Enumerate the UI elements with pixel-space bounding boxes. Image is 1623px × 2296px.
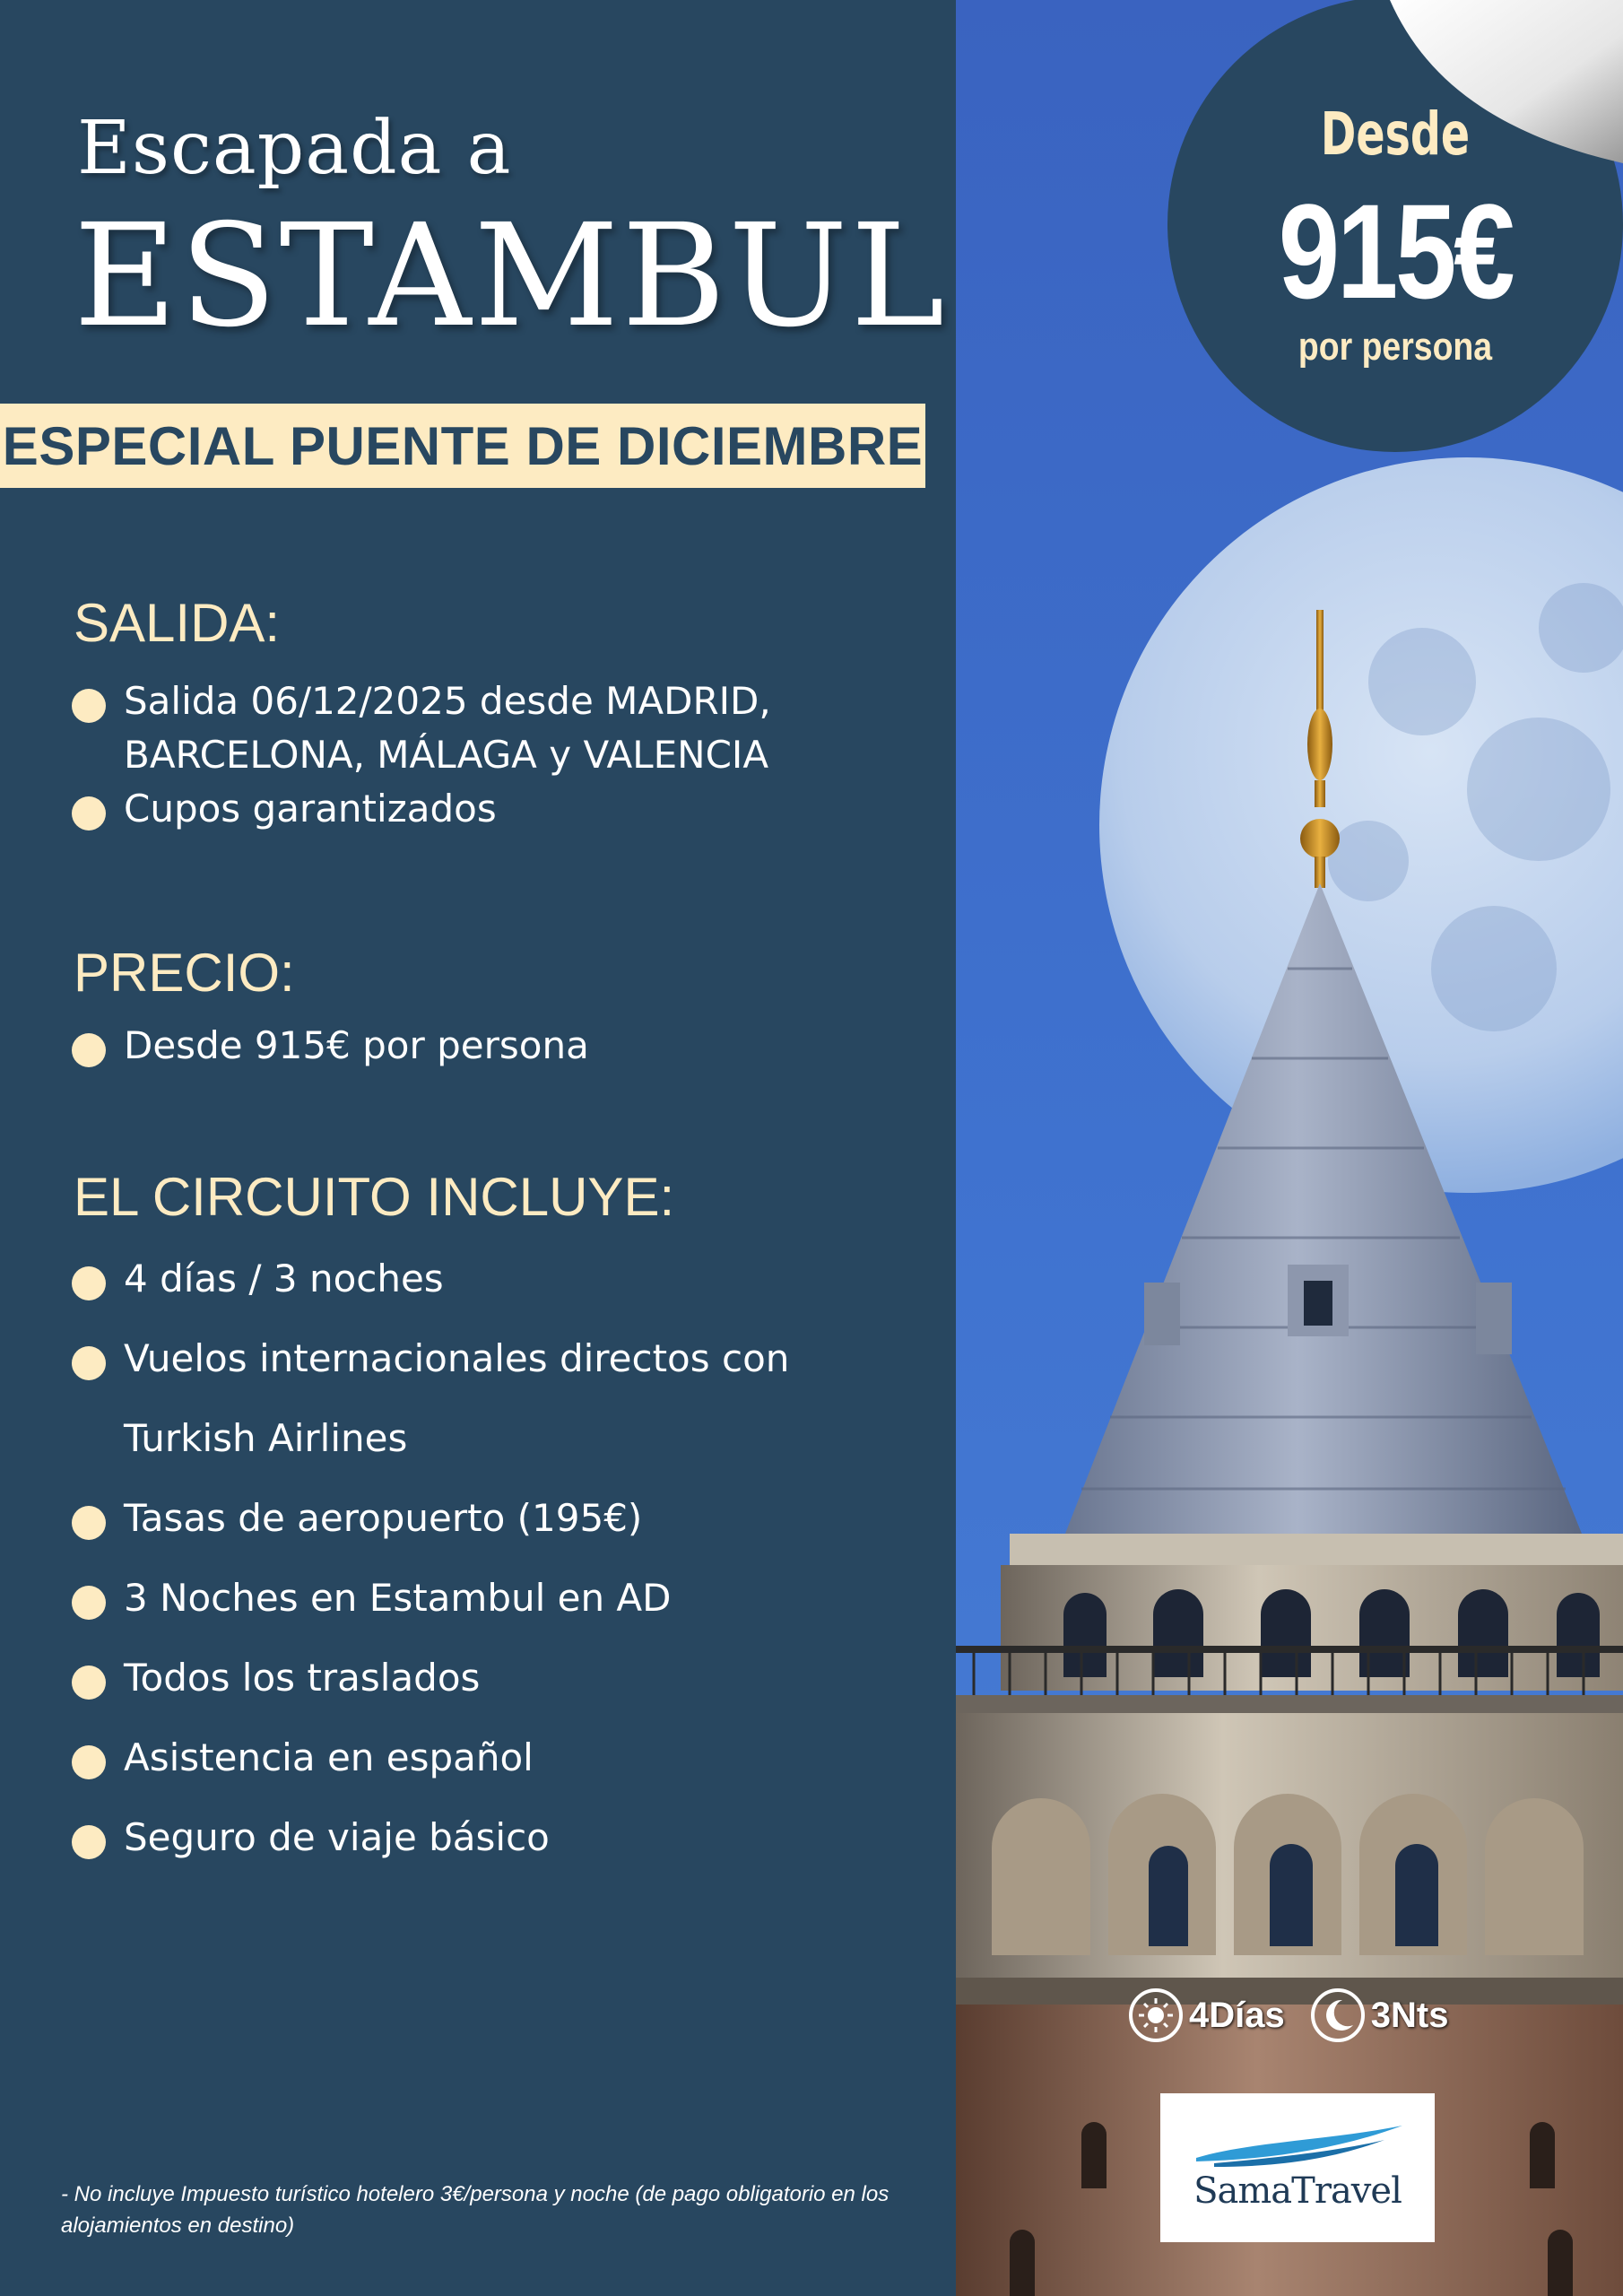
list-item: Desde 915€ por persona bbox=[72, 1019, 589, 1073]
list-item: Asistencia en español bbox=[72, 1731, 789, 1811]
section-heading-precio: PRECIO: bbox=[74, 943, 295, 1003]
incluye-list bbox=[72, 1252, 789, 1891]
duration-nights: 3Nts bbox=[1370, 1995, 1449, 2035]
duration-badges bbox=[1128, 1984, 1473, 2047]
title-subtitle: Escapada a bbox=[77, 106, 512, 191]
bullet-dot-icon bbox=[72, 1346, 106, 1380]
section-heading-salida: SALIDA: bbox=[74, 593, 281, 653]
bullet-dot-icon bbox=[72, 1665, 106, 1700]
list-item: Vuelos internacionales directos con bbox=[72, 1332, 789, 1412]
page-curl-icon bbox=[1390, 0, 1623, 170]
price-amount: 915€ bbox=[1278, 176, 1513, 326]
special-banner bbox=[0, 404, 925, 488]
list-item-continuation: BARCELONA, MÁLAGA y VALENCIA bbox=[124, 733, 769, 777]
price-from-label: Desde bbox=[1320, 100, 1471, 169]
footnote: - No incluye Impuesto turístico hotelero 3€/persona y noche (de pago obligatorio en los alojamientos en destino) bbox=[61, 2182, 890, 2238]
moon-icon bbox=[1310, 1987, 1366, 2043]
list-item: Seguro de viaje básico bbox=[72, 1811, 789, 1891]
bullet-dot-icon bbox=[72, 1506, 106, 1540]
list-item: 4 días / 3 noches bbox=[72, 1252, 789, 1332]
special-banner-text: ESPECIAL PUENTE DE DICIEMBRE bbox=[2, 415, 924, 476]
sun-icon bbox=[1128, 1987, 1184, 2043]
bullet-dot-icon bbox=[72, 1033, 106, 1067]
list-item: Tasas de aeropuerto (195€) bbox=[72, 1492, 789, 1571]
bullet-dot-icon bbox=[72, 1745, 106, 1779]
samatravel-logo bbox=[1160, 2093, 1435, 2242]
logo-swoosh-icon bbox=[1160, 2106, 1435, 2178]
list-item-continuation: Turkish Airlines bbox=[124, 1416, 408, 1460]
list-item: Todos los traslados bbox=[72, 1651, 789, 1731]
bullet-dot-icon bbox=[72, 1586, 106, 1620]
bullet-dot-icon bbox=[72, 689, 106, 723]
price-per-person: por persona bbox=[1298, 325, 1493, 369]
title-destination: ESTAMBUL bbox=[74, 194, 948, 359]
duration-days: 4Días bbox=[1189, 1995, 1285, 2035]
salida-list bbox=[72, 674, 771, 836]
list-item: 3 Noches en Estambul en AD bbox=[72, 1571, 789, 1651]
list-item: Cupos garantizados bbox=[72, 782, 771, 836]
precio-list bbox=[72, 1019, 589, 1073]
bullet-dot-icon bbox=[72, 1825, 106, 1859]
logo-text: SamaTravel bbox=[1193, 2170, 1402, 2212]
bullet-dot-icon bbox=[72, 1266, 106, 1300]
bullet-dot-icon bbox=[72, 796, 106, 831]
list-item: Salida 06/12/2025 desde MADRID, bbox=[72, 674, 771, 728]
section-heading-incluye: EL CIRCUITO INCLUYE: bbox=[74, 1167, 675, 1227]
